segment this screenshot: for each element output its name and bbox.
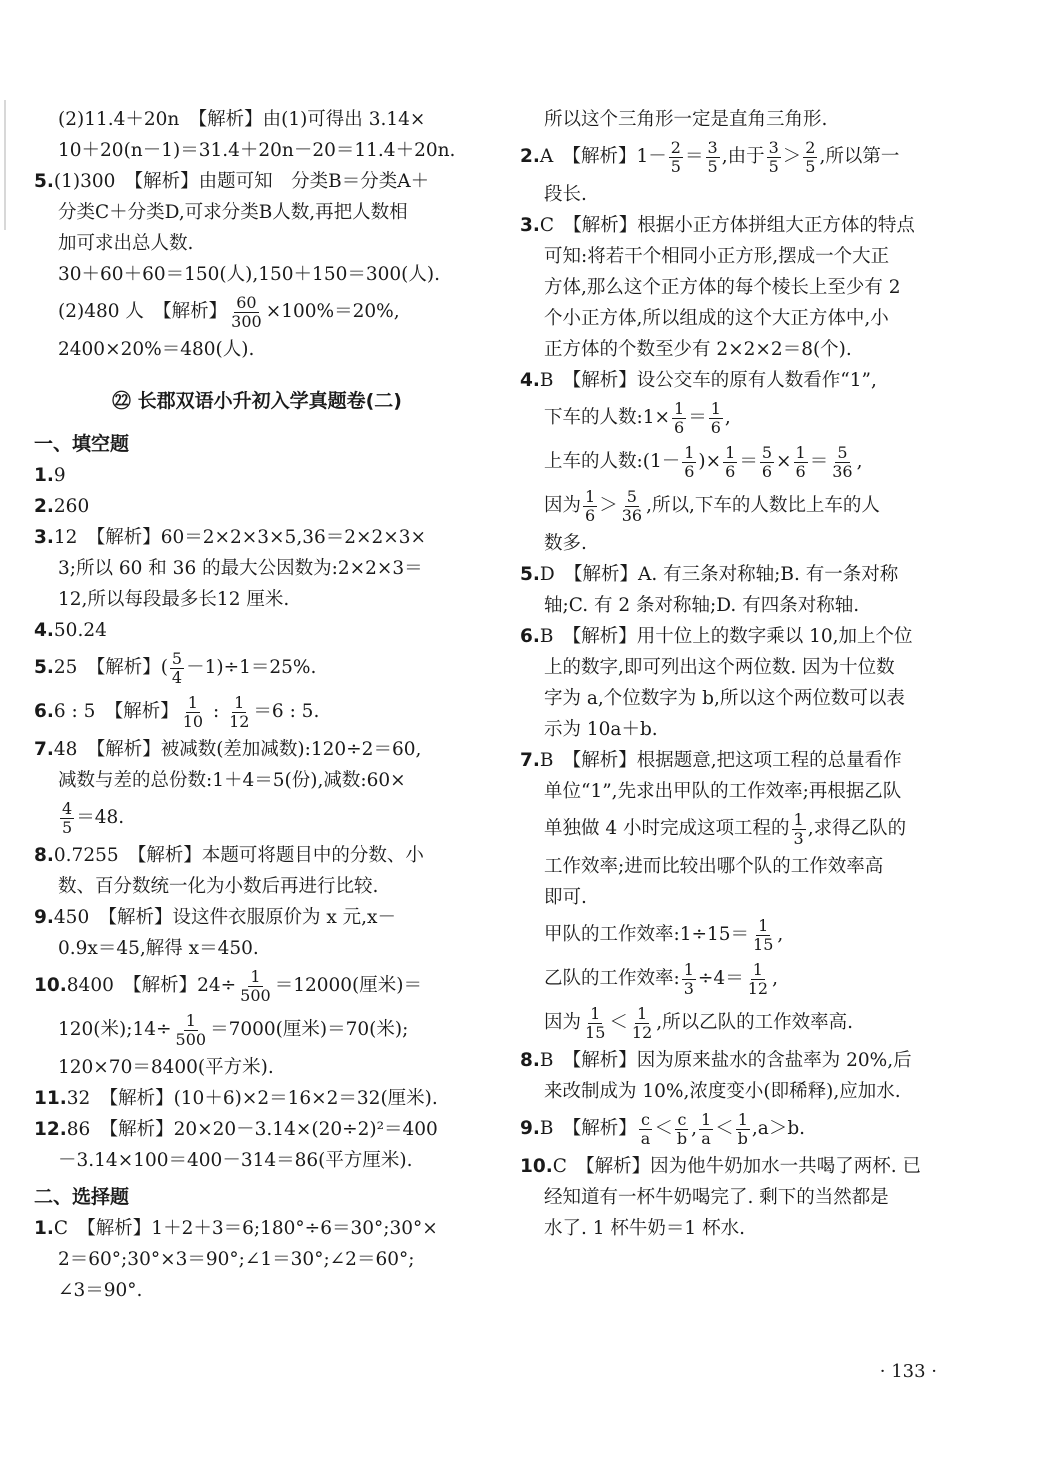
item-number: 8. bbox=[520, 1050, 540, 1071]
line-text: 260 bbox=[53, 496, 90, 517]
fraction bbox=[675, 1111, 689, 1148]
answer-item bbox=[34, 964, 480, 1008]
line-text: 8400 【解析】24÷ bbox=[66, 975, 237, 996]
line-text: ,所以第一 bbox=[819, 146, 900, 167]
answer-line bbox=[34, 553, 480, 584]
fraction bbox=[229, 294, 264, 331]
line-text: －1)÷1＝25%. bbox=[186, 657, 317, 678]
answer-line bbox=[34, 765, 480, 796]
answer-line bbox=[520, 440, 966, 484]
fraction-numerator: c bbox=[677, 1109, 687, 1129]
line-text: ＝6 : 5. bbox=[253, 701, 320, 722]
fraction-denominator: 3 bbox=[683, 978, 694, 998]
answer-line bbox=[520, 652, 966, 683]
fraction bbox=[227, 694, 251, 731]
line-text: 3;所以 60 和 36 的最大公因数为:2×2×3＝ bbox=[58, 558, 423, 579]
answer-item bbox=[34, 460, 480, 491]
fraction-numerator: 1 bbox=[636, 1003, 648, 1023]
fraction-numerator: c bbox=[641, 1109, 651, 1129]
line-text: 因为 bbox=[544, 1012, 582, 1033]
fraction bbox=[682, 961, 696, 998]
item-number: 1. bbox=[34, 1218, 54, 1239]
line-text: 50.24 bbox=[53, 620, 107, 641]
line-text: ＝ bbox=[688, 407, 707, 428]
line-text: 120(米);14÷ bbox=[58, 1019, 172, 1040]
item-number: 6. bbox=[34, 701, 54, 722]
line-text: ∠3＝90°. bbox=[58, 1280, 143, 1301]
line-text: 12 【解析】60＝2×2×3×5,36＝2×2×3× bbox=[53, 527, 427, 548]
fraction-denominator: 10 bbox=[182, 711, 204, 731]
fraction-denominator: a bbox=[640, 1128, 651, 1148]
fraction-numerator: 1 bbox=[683, 959, 694, 979]
answer-item bbox=[520, 745, 966, 776]
line-text: ,求得乙队的 bbox=[807, 818, 907, 839]
answer-item bbox=[520, 210, 966, 241]
line-text: 上的数字,即可列出这个两位数. 因为十位数 bbox=[544, 657, 895, 678]
fraction bbox=[238, 968, 273, 1005]
fraction-denominator: 6 bbox=[684, 461, 695, 481]
line-text: B 【解析】用十位上的数字乘以 10,加上个位 bbox=[539, 626, 913, 647]
line-text: B 【解析】设公交车的原有人数看作“1”, bbox=[539, 370, 877, 391]
line-text: 方体,那么这个正方体的每个棱长上至少有 2 bbox=[544, 277, 901, 298]
answer-line bbox=[520, 396, 966, 440]
answer-line bbox=[520, 1213, 966, 1244]
answer-line bbox=[34, 584, 480, 615]
fraction-denominator: 36 bbox=[621, 505, 643, 525]
fraction bbox=[174, 1012, 209, 1049]
fraction bbox=[699, 1111, 713, 1148]
line-text: , bbox=[772, 968, 778, 989]
fraction-denominator: 3 bbox=[793, 828, 804, 848]
line-text: ＝ bbox=[739, 451, 758, 472]
fraction bbox=[723, 444, 737, 481]
line-text: , bbox=[856, 451, 863, 472]
line-text: 个小正方体,所以组成的这个大正方体中,小 bbox=[544, 308, 889, 329]
fraction bbox=[706, 139, 720, 176]
fraction bbox=[669, 139, 683, 176]
fraction-numerator: 5 bbox=[171, 648, 183, 668]
line-text: 减数与差的总份数:1＋4＝5(份),减数:60× bbox=[58, 770, 406, 791]
fraction bbox=[794, 444, 808, 481]
fraction bbox=[583, 1005, 607, 1042]
answer-item bbox=[34, 1213, 480, 1244]
line-text: D 【解析】A. 有三条对称轴;B. 有一条对称 bbox=[539, 564, 899, 585]
fraction-numerator: 4 bbox=[62, 798, 73, 818]
line-text: 25 【解析】( bbox=[53, 657, 168, 678]
fraction-denominator: 5 bbox=[768, 156, 779, 176]
item-number: 1. bbox=[34, 465, 54, 486]
item-number: 2. bbox=[34, 496, 54, 517]
line-text: ＝7000(厘米)＝70(米); bbox=[210, 1019, 409, 1040]
fraction-denominator: 6 bbox=[725, 461, 736, 481]
fraction-denominator: 6 bbox=[674, 417, 685, 437]
line-text: 32 【解析】(10＋6)×2＝16×2＝32(厘米). bbox=[66, 1088, 438, 1109]
fraction-numerator: 1 bbox=[795, 442, 806, 462]
answer-line bbox=[34, 135, 480, 166]
fraction bbox=[709, 400, 723, 437]
answer-line bbox=[34, 334, 480, 365]
answer-line bbox=[520, 1001, 966, 1045]
line-text: , bbox=[724, 407, 731, 428]
line-text: 段长. bbox=[544, 184, 587, 205]
right-column bbox=[520, 104, 966, 1244]
fraction-denominator: b bbox=[737, 1128, 748, 1148]
line-text: ÷4＝ bbox=[697, 968, 744, 989]
line-text: 乙队的工作效率: bbox=[544, 968, 680, 989]
fraction-denominator: 15 bbox=[585, 1022, 606, 1042]
answer-line bbox=[520, 683, 966, 714]
fraction-numerator: 1 bbox=[187, 692, 198, 712]
line-text: 加可求出总人数. bbox=[58, 233, 194, 254]
line-text: 分类C＋分类D,可求分类B人数,再把人数相 bbox=[58, 202, 408, 223]
fraction bbox=[760, 444, 774, 481]
answer-item bbox=[34, 166, 480, 197]
line-text: B 【解析】根据题意,把这项工程的总量看作 bbox=[539, 750, 902, 771]
fraction bbox=[803, 139, 817, 176]
item-number: 5. bbox=[34, 171, 54, 192]
line-text: 数、百分数统一化为小数后再进行比较. bbox=[58, 876, 379, 897]
item-number: 2. bbox=[520, 146, 540, 167]
item-number: 12. bbox=[34, 1119, 67, 1140]
section-heading: 一、填空题 bbox=[34, 433, 130, 455]
fraction-denominator: 5 bbox=[62, 817, 73, 837]
answer-item bbox=[520, 365, 966, 396]
answer-line bbox=[520, 590, 966, 621]
fraction bbox=[736, 1111, 750, 1148]
answer-line bbox=[34, 104, 480, 135]
binding-edge bbox=[4, 100, 6, 230]
line-text: 12,所以每段最多长12 厘米. bbox=[58, 589, 290, 610]
fraction-numerator: 2 bbox=[670, 137, 681, 157]
fraction-denominator: a bbox=[701, 1128, 711, 1148]
line-text: : bbox=[207, 701, 226, 722]
fraction-numerator: 3 bbox=[707, 137, 718, 157]
line-text: ＝12000(厘米)＝ bbox=[274, 975, 422, 996]
fraction bbox=[792, 811, 806, 848]
fraction bbox=[181, 694, 205, 731]
answer-line bbox=[520, 179, 966, 210]
fraction-numerator: 5 bbox=[626, 486, 637, 506]
fraction-numerator: 3 bbox=[768, 137, 779, 157]
fraction bbox=[630, 1005, 654, 1042]
fraction-numerator: 1 bbox=[684, 442, 695, 462]
answer-item bbox=[520, 621, 966, 652]
fraction bbox=[767, 139, 781, 176]
item-number: 7. bbox=[34, 739, 54, 760]
fraction bbox=[751, 917, 775, 954]
fraction-numerator: 1 bbox=[674, 398, 685, 418]
line-text: 48 【解析】被减数(差加减数):120÷2＝60, bbox=[53, 739, 422, 760]
fraction-denominator: 500 bbox=[175, 1029, 207, 1049]
fraction-numerator: 1 bbox=[590, 1003, 601, 1023]
line-text: ＞ bbox=[782, 146, 802, 167]
section-title: ㉒ 长郡双语小升初入学真题卷(二) bbox=[112, 390, 402, 412]
fraction bbox=[639, 1111, 653, 1148]
fraction-denominator: 4 bbox=[171, 667, 183, 687]
answer-item bbox=[34, 522, 480, 553]
line-text: C 【解析】根据小正方体拼组大正方体的特点 bbox=[539, 215, 915, 236]
answer-line bbox=[520, 272, 966, 303]
line-text: 10＋20(n－1)＝31.4＋20n－20＝11.4＋20n. bbox=[58, 140, 456, 161]
line-text: ,a＞b. bbox=[751, 1118, 806, 1139]
fraction-numerator: 1 bbox=[585, 486, 596, 506]
line-text: ＝ bbox=[809, 451, 829, 472]
answer-item bbox=[34, 1114, 480, 1145]
fraction-denominator: 15 bbox=[753, 934, 774, 954]
answer-line bbox=[520, 807, 966, 851]
line-text: 单独做 4 小时完成这项工程的 bbox=[544, 818, 790, 839]
line-text: ＜ bbox=[609, 1012, 628, 1033]
item-number: 3. bbox=[520, 215, 540, 236]
fraction bbox=[746, 961, 770, 998]
line-text: 下车的人数:1× bbox=[544, 407, 671, 428]
fraction bbox=[682, 444, 696, 481]
line-text: B 【解析】 bbox=[539, 1118, 637, 1139]
line-text: A 【解析】1－ bbox=[539, 146, 667, 167]
fraction-numerator: 1 bbox=[700, 1109, 712, 1129]
line-text: 2＝60°;30°×3＝90°;∠1＝30°;∠2＝60°; bbox=[58, 1249, 415, 1270]
answer-line bbox=[520, 913, 966, 957]
line-text: 0.7255 【解析】本题可将题目中的分数、小 bbox=[53, 845, 424, 866]
answer-line bbox=[520, 1076, 966, 1107]
line-text: 9 bbox=[53, 465, 66, 486]
fraction-denominator: 6 bbox=[761, 461, 773, 481]
line-text: 轴;C. 有 2 条对称轴;D. 有四条对称轴. bbox=[544, 595, 860, 616]
answer-line bbox=[34, 1244, 480, 1275]
answer-item bbox=[520, 1151, 966, 1182]
line-text: 数多. bbox=[544, 533, 587, 554]
page-number: · 133 · bbox=[879, 1361, 937, 1382]
line-text: －3.14×100＝400－314＝86(平方厘米). bbox=[58, 1150, 413, 1171]
answer-line bbox=[34, 290, 480, 334]
fraction-denominator: 12 bbox=[631, 1022, 653, 1042]
item-number: 4. bbox=[34, 620, 54, 641]
fraction-numerator: 1 bbox=[725, 442, 736, 462]
answer-line bbox=[520, 851, 966, 882]
line-text: 2400×20%＝480(人). bbox=[58, 339, 255, 360]
fraction-numerator: 1 bbox=[710, 398, 721, 418]
left-column bbox=[34, 104, 480, 1306]
fraction-denominator: b bbox=[676, 1128, 688, 1148]
item-number: 8. bbox=[34, 845, 54, 866]
fraction-numerator: 1 bbox=[793, 809, 804, 829]
answer-item bbox=[34, 902, 480, 933]
answer-line bbox=[34, 933, 480, 964]
line-text: ＜ bbox=[654, 1118, 673, 1139]
line-text: 示为 10a＋b. bbox=[544, 719, 658, 740]
answer-line bbox=[520, 776, 966, 807]
fraction-denominator: 5 bbox=[670, 156, 681, 176]
fraction-denominator: 12 bbox=[229, 711, 250, 731]
item-number: 4. bbox=[520, 370, 540, 391]
answer-line bbox=[34, 1008, 480, 1052]
line-text: 120×70＝8400(平方米). bbox=[58, 1057, 274, 1078]
line-text: 所以这个三角形一定是直角三角形. bbox=[544, 109, 828, 130]
answer-line bbox=[520, 484, 966, 528]
answer-line bbox=[34, 197, 480, 228]
item-number: 10. bbox=[34, 975, 67, 996]
line-text: 正方体的个数至少有 2×2×2＝8(个). bbox=[544, 339, 852, 360]
line-text: 450 【解析】设这件衣服原价为 x 元,x－ bbox=[53, 907, 396, 928]
answer-line bbox=[34, 1052, 480, 1083]
line-text: ＝ bbox=[684, 146, 704, 167]
answer-line bbox=[34, 871, 480, 902]
item-number: 5. bbox=[34, 657, 54, 678]
answer-line bbox=[520, 241, 966, 272]
item-number: 10. bbox=[520, 1156, 553, 1177]
line-text: C 【解析】1＋2＋3＝6;180°÷6＝30°;30°× bbox=[53, 1218, 438, 1239]
line-text: ＞ bbox=[599, 495, 618, 516]
fraction bbox=[830, 444, 854, 481]
line-text: × bbox=[776, 451, 792, 472]
fraction bbox=[170, 650, 184, 687]
fraction-denominator: 500 bbox=[240, 985, 271, 1005]
item-number: 5. bbox=[520, 564, 540, 585]
line-text: 工作效率;进而比较出哪个队的工作效率高 bbox=[544, 856, 884, 877]
answer-line bbox=[520, 1182, 966, 1213]
answer-line bbox=[520, 528, 966, 559]
line-text: 6 : 5 【解析】 bbox=[53, 701, 179, 722]
line-text: ,所以乙队的工作效率高. bbox=[656, 1012, 854, 1033]
fraction-numerator: 1 bbox=[758, 915, 769, 935]
line-text: (1)300 【解析】由题可知 分类B＝分类A＋ bbox=[53, 171, 430, 192]
line-text: 30＋60＋60＝150(人),150＋150＝300(人). bbox=[58, 264, 440, 285]
line-text: , bbox=[777, 924, 784, 945]
fraction-denominator: 5 bbox=[707, 156, 718, 176]
line-text: (2)480 人 【解析】 bbox=[58, 301, 228, 322]
line-text: 字为 a,个位数字为 b,所以这个两位数可以表 bbox=[544, 688, 905, 709]
answer-line bbox=[520, 882, 966, 913]
answer-item bbox=[34, 734, 480, 765]
item-number: 3. bbox=[34, 527, 54, 548]
answer-item bbox=[34, 615, 480, 646]
line-text: (2)11.4＋20n 【解析】由(1)可得出 3.14× bbox=[58, 109, 426, 130]
fraction bbox=[583, 488, 597, 525]
answer-item bbox=[520, 1045, 966, 1076]
item-number: 9. bbox=[34, 907, 54, 928]
answer-line bbox=[520, 957, 966, 1001]
line-text: 因为 bbox=[544, 495, 582, 516]
fraction bbox=[60, 800, 74, 837]
line-text: 单位“1”,先求出甲队的工作效率;再根据乙队 bbox=[544, 781, 902, 802]
line-text: )× bbox=[698, 451, 722, 472]
line-text: 可知:将若干个相同小正方形,摆成一个大正 bbox=[544, 246, 890, 267]
fraction-denominator: 5 bbox=[805, 156, 816, 176]
line-text: 甲队的工作效率:1÷15＝ bbox=[544, 924, 750, 945]
line-text: 即可. bbox=[544, 887, 587, 908]
line-text: ＝48. bbox=[76, 807, 125, 828]
line-text: B 【解析】因为原来盐水的含盐率为 20%,后 bbox=[539, 1050, 912, 1071]
answer-line bbox=[34, 1275, 480, 1306]
item-number: 6. bbox=[520, 626, 540, 647]
answer-item bbox=[520, 559, 966, 590]
answer-line bbox=[34, 796, 480, 840]
answer-line bbox=[520, 303, 966, 334]
line-text: ,所以,下车的人数比上车的人 bbox=[646, 495, 880, 516]
section-heading: 二、选择题 bbox=[34, 1186, 130, 1208]
fraction-numerator: 1 bbox=[234, 692, 245, 712]
fraction-numerator: 1 bbox=[185, 1010, 196, 1030]
answer-item bbox=[34, 840, 480, 871]
line-text: C 【解析】因为他牛奶加水一共喝了两杯. 已 bbox=[552, 1156, 921, 1177]
answer-item bbox=[34, 1083, 480, 1114]
fraction bbox=[620, 488, 644, 525]
answer-item bbox=[520, 1107, 966, 1151]
line-text: 上车的人数:(1－ bbox=[544, 451, 681, 472]
answer-line bbox=[520, 104, 966, 135]
answer-line bbox=[34, 228, 480, 259]
fraction-numerator: 1 bbox=[752, 959, 763, 979]
fraction-denominator: 300 bbox=[231, 311, 262, 331]
answer-line bbox=[34, 259, 480, 290]
fraction-numerator: 5 bbox=[761, 442, 773, 462]
line-text: , bbox=[691, 1118, 697, 1139]
line-text: 0.9x＝45,解得 x＝450. bbox=[58, 938, 259, 959]
fraction-numerator: 1 bbox=[737, 1109, 748, 1129]
answer-line bbox=[520, 714, 966, 745]
fraction-numerator: 1 bbox=[250, 966, 261, 986]
fraction-denominator: 6 bbox=[710, 417, 721, 437]
fraction-denominator: 6 bbox=[585, 505, 596, 525]
fraction bbox=[672, 400, 686, 437]
answer-item bbox=[520, 135, 966, 179]
line-text: 来改制成为 10%,浓度变小(即稀释),应加水. bbox=[544, 1081, 901, 1102]
fraction-numerator: 5 bbox=[837, 442, 848, 462]
line-text: 86 【解析】20×20－3.14×(20÷2)²＝400 bbox=[66, 1119, 438, 1140]
line-text: 经知道有一杯牛奶喝完了. 剩下的当然都是 bbox=[544, 1187, 889, 1208]
answer-item bbox=[34, 690, 480, 734]
answer-item bbox=[34, 491, 480, 522]
answer-line bbox=[520, 334, 966, 365]
fraction-denominator: 12 bbox=[747, 978, 769, 998]
line-text: ＜ bbox=[715, 1118, 734, 1139]
item-number: 9. bbox=[520, 1118, 540, 1139]
line-text: ,由于 bbox=[721, 146, 765, 167]
answer-line bbox=[34, 1145, 480, 1176]
fraction-denominator: 36 bbox=[832, 461, 853, 481]
line-text: ×100%＝20%, bbox=[265, 301, 400, 322]
item-number: 11. bbox=[34, 1088, 67, 1109]
fraction-denominator: 6 bbox=[795, 461, 806, 481]
item-number: 7. bbox=[520, 750, 540, 771]
answer-item bbox=[34, 646, 480, 690]
fraction-numerator: 60 bbox=[236, 292, 257, 312]
line-text: 水了. 1 杯牛奶＝1 杯水. bbox=[544, 1218, 745, 1239]
fraction-numerator: 2 bbox=[805, 137, 816, 157]
